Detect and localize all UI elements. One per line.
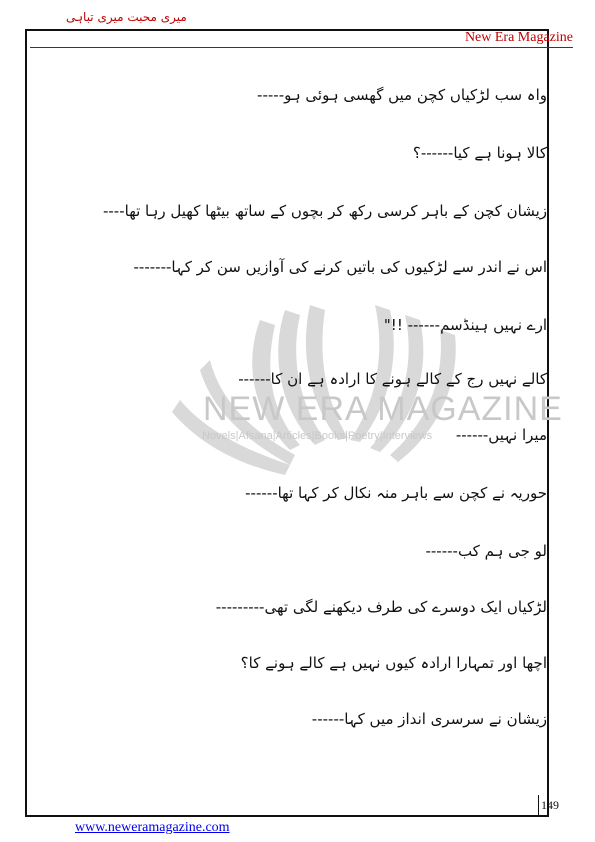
header-divider xyxy=(30,47,573,48)
watermark-title: NEW ERA MAGAZINE xyxy=(203,390,563,428)
page-number: 149 xyxy=(541,798,559,812)
magazine-name: New Era Magazine xyxy=(464,30,573,45)
book-title: میری محبت میری تباہی xyxy=(66,10,187,24)
story-line: میرا نہیں------ xyxy=(455,426,547,444)
story-line: زیشان کچن کے باہر کرسی رکھ کر بچوں کے ساتھ بیٹھا کھیل رہا تھا---- xyxy=(102,202,547,220)
story-line: کالا ہونا ہے کیا------؟ xyxy=(412,144,547,162)
watermark-subtitle: Novels|Afsana|Articles|Books|Poetry|Interviews xyxy=(202,430,433,442)
story-line: اس نے اندر سے لڑکیوں کی باتیں کرنے کی آوازیں سن کر کہا------- xyxy=(133,258,547,276)
story-line: کالے نہیں رج کے کالے ہونے کا ارادہ ہے ان کا------ xyxy=(238,370,547,388)
story-line: اچھا اور تمہارا ارادہ کیوں نہیں ہے کالے ہونے کا؟ xyxy=(240,654,547,672)
website-link[interactable]: www.neweramagazine.com xyxy=(75,820,230,835)
story-line: لو جی ہم کب------ xyxy=(425,542,547,560)
story-line: واہ سب لڑکیاں کچن میں گھسی ہوئی ہو----- xyxy=(257,86,547,104)
story-line: لڑکیاں ایک دوسرے کی طرف دیکھنے لگی تھی--------- xyxy=(215,598,547,616)
story-line: حوریہ نے کچن سے باہر منہ نکال کر کہا تھا------ xyxy=(245,484,547,502)
story-line: زیشان نے سرسری انداز میں کہا------ xyxy=(311,710,547,728)
story-line: ارے نہیں ہینڈسم------ !!" xyxy=(383,316,547,334)
